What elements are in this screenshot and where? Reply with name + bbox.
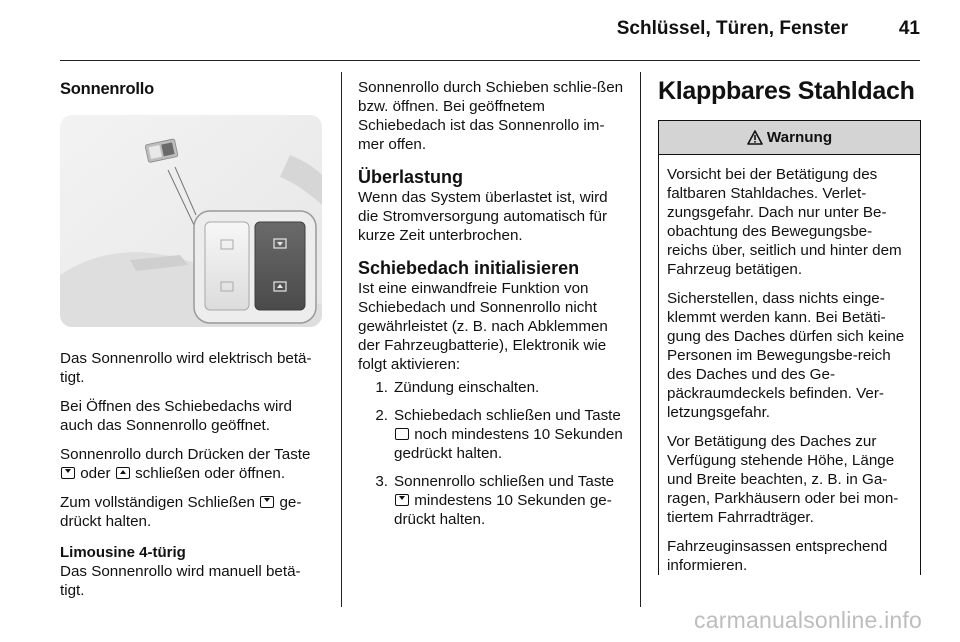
text-run: noch mindestens 10 Sekunden gedrückt halten. bbox=[394, 426, 623, 462]
paragraph: Fahrzeuginsassen entsprechend informieren. bbox=[667, 538, 888, 574]
paragraph: Das Sonnenrollo wird manuell betä-tigt. bbox=[60, 563, 301, 599]
sunblind-switch-photo bbox=[60, 115, 322, 327]
section-heading-schiebedach: Schiebedach initialisieren bbox=[358, 258, 580, 278]
paragraph: Vorsicht bei der Betätigung des faltbaren Stahldaches. Verlet-zungsgefahr. Dach nur unter Be-obachtung des Bewegungsbe-reichs über, seitlich und hinter dem Fahrzeug betätigen. bbox=[667, 166, 902, 278]
text-run: schließen oder öffnen. bbox=[130, 465, 286, 482]
sunblind-open-icon bbox=[116, 467, 130, 479]
paragraph: Sonnenrollo durch Schieben schlie-ßen bzw. öffnen. Bei geöffnetem Schiebedach ist das Sonnenrollo im-mer offen. bbox=[358, 79, 624, 153]
warning-title: Warnung bbox=[766, 129, 833, 146]
warning-triangle-icon bbox=[747, 130, 763, 145]
list-item bbox=[358, 472, 624, 529]
step-number: 3. bbox=[375, 473, 388, 490]
list-item bbox=[358, 406, 624, 463]
step-number: 1. bbox=[375, 379, 388, 396]
column-3 bbox=[658, 76, 920, 581]
paragraph bbox=[60, 493, 324, 531]
section-heading-klappbares-stahldach: Klappbares Stahldach bbox=[658, 77, 915, 105]
header-divider bbox=[60, 60, 920, 61]
section-heading-sonnenrollo: Sonnenrollo bbox=[60, 80, 155, 98]
paragraph: Wenn das System überlastet ist, wird die Stromversorgung automatisch für kurze Zeit unterbrochen. bbox=[358, 189, 608, 244]
step-text bbox=[394, 472, 624, 529]
text-run: mindestens 10 Sekunden ge-drückt halten. bbox=[394, 492, 612, 528]
sunblind-close-icon bbox=[61, 467, 75, 479]
sunblind-close-icon bbox=[260, 496, 274, 508]
step-text bbox=[394, 378, 624, 397]
column-2 bbox=[358, 78, 624, 538]
warning-box bbox=[658, 120, 921, 575]
text-run: Zündung einschalten. bbox=[394, 379, 540, 396]
paragraph: Ist eine einwandfreie Funktion von Schiebedach und Sonnenrollo nicht gewährleistet (z. B. nach Abklemmen der Fahrzeugbatterie), Elektronik wie folgt aktivieren: bbox=[358, 280, 608, 373]
text-run: Zum vollständigen Schließen bbox=[60, 494, 260, 511]
paragraph: Das Sonnenrollo wird elektrisch betä-tigt. bbox=[60, 350, 312, 386]
page-number: 41 bbox=[898, 18, 920, 39]
paragraph: Vor Betätigung des Daches zur Verfügung stehende Höhe, Länge und Breite beachten, z. B. in Ga-ragen, Parkhäusern oder bei mon-tiertem Fahrradträger. bbox=[667, 433, 899, 526]
paragraph bbox=[60, 445, 324, 483]
sunblind-button-icon bbox=[395, 428, 409, 440]
text-run: ge-drückt halten. bbox=[60, 494, 302, 530]
column-divider-2 bbox=[640, 72, 641, 607]
text-run: Sonnenrollo durch Drücken der Taste bbox=[60, 446, 311, 463]
warning-body bbox=[659, 155, 920, 575]
subheading-limousine: Limousine 4-türig bbox=[60, 544, 186, 561]
warning-header bbox=[659, 121, 920, 155]
step-text bbox=[394, 406, 624, 463]
watermark: carmanualsonline.info bbox=[694, 607, 922, 633]
column-1 bbox=[60, 80, 324, 610]
text-run: oder bbox=[76, 465, 115, 482]
list-item bbox=[358, 378, 624, 397]
paragraph: Sicherstellen, dass nichts einge-klemmt werden kann. Bei Betäti-gung des Daches dürfen sich keine Personen im Bewegungsbe-reich des Daches und des Ge-päckraumdeckels befinden. Ver-letzungsgefahr. bbox=[667, 290, 905, 421]
section-heading-ueberlastung: Überlastung bbox=[358, 167, 464, 187]
paragraph: Bei Öffnen des Schiebedachs wird auch das Sonnenrollo geöffnet. bbox=[60, 398, 292, 434]
column-divider-1 bbox=[341, 72, 342, 607]
page-header-title: Schlüssel, Türen, Fenster bbox=[616, 18, 848, 39]
steps-list bbox=[358, 378, 624, 529]
step-number: 2. bbox=[375, 407, 388, 424]
text-run: Schiebedach schließen und Taste bbox=[394, 407, 621, 424]
text-run: Sonnenrollo schließen und Taste bbox=[394, 473, 615, 490]
sunblind-switch-illustration bbox=[60, 115, 322, 327]
sunblind-close-icon bbox=[395, 494, 409, 506]
